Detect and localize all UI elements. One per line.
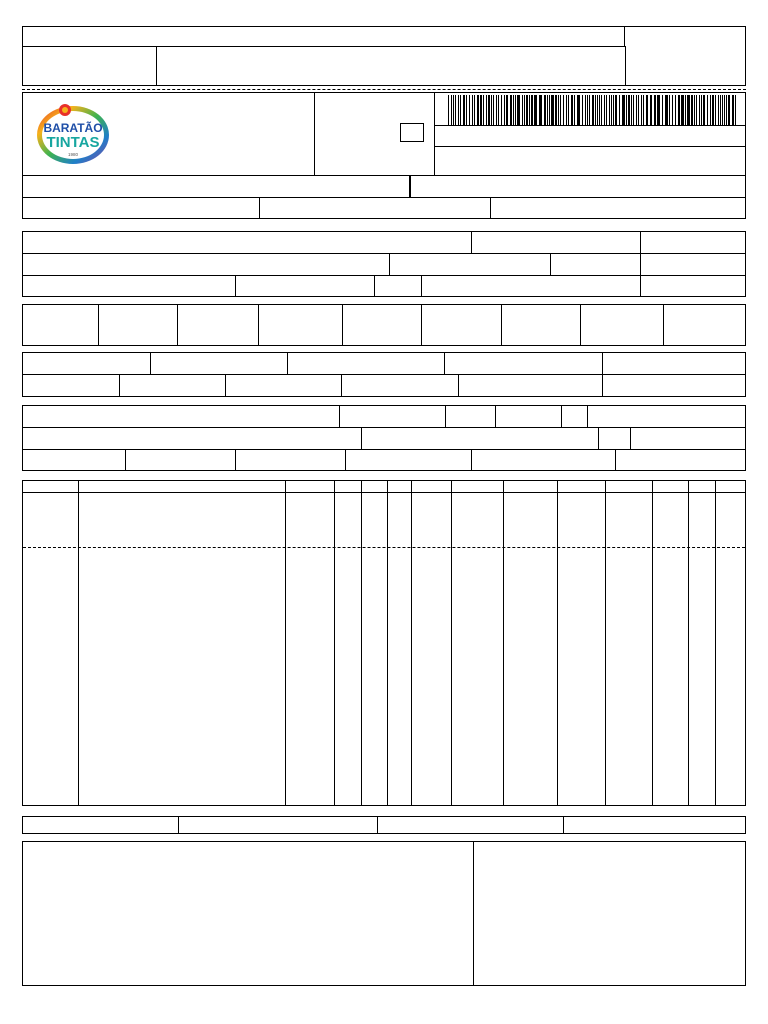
- barcode-bar: [587, 95, 588, 125]
- barcode-bar: [547, 95, 548, 125]
- antt-code-field: [445, 406, 496, 427]
- barcode-bar: [726, 95, 727, 125]
- col-cst: [334, 481, 362, 805]
- col-ncm: [285, 481, 335, 805]
- receipt-number-field: [625, 27, 747, 87]
- barcode-bar: [599, 95, 600, 125]
- icms-base-field: [23, 353, 151, 374]
- barcode-bar: [654, 95, 656, 125]
- barcode-bar: [577, 95, 580, 125]
- barcode-bar: [609, 95, 610, 125]
- recipient-district-field: [389, 253, 551, 275]
- barcode-bar: [638, 95, 639, 125]
- emitter-block: [23, 93, 315, 175]
- barcode-bar: [448, 95, 449, 125]
- barcode-bar: [522, 95, 523, 125]
- products-table: [22, 480, 746, 806]
- issqn-block: [22, 816, 746, 834]
- barcode-bar: [451, 95, 452, 125]
- barcode-bar: [463, 95, 465, 125]
- barcode-bar: [529, 95, 530, 125]
- invoice-block: [22, 304, 746, 346]
- receipt-stub: [22, 26, 746, 86]
- volume-quantity-field: [23, 449, 126, 471]
- vehicle-plate-field: [495, 406, 562, 427]
- carrier-state-field: [598, 427, 631, 449]
- products-row-separator: [23, 547, 745, 548]
- volume-species-field: [125, 449, 236, 471]
- barcode-bar: [493, 95, 494, 125]
- operation-nature-field: [23, 176, 411, 197]
- barcode-bar: [681, 95, 684, 125]
- barcode-bar: [696, 95, 697, 125]
- col-unit-price: [451, 481, 504, 805]
- state-registration-row: [22, 197, 746, 219]
- logo-line1: BARATÃO: [43, 121, 103, 135]
- barcode-bars: [448, 95, 736, 125]
- col-unit: [387, 481, 412, 805]
- barcode-bar: [694, 95, 695, 125]
- barcode-bar: [678, 95, 680, 125]
- barcode-bar: [458, 95, 459, 125]
- col-description: [78, 481, 286, 805]
- barcode-bar: [491, 95, 492, 125]
- col-quantity: [411, 481, 452, 805]
- entry-exit-box: [400, 123, 424, 142]
- carrier-name-field: [23, 406, 340, 427]
- volume-number-field: [345, 449, 472, 471]
- barcode-bar: [728, 95, 730, 125]
- services-total-field: [178, 817, 378, 833]
- company-logo: [35, 101, 115, 165]
- barcode-bar: [515, 95, 516, 125]
- issqn-base-field: [377, 817, 564, 833]
- barcode-bar: [710, 95, 711, 125]
- barcode-bar: [539, 95, 542, 125]
- discount-field: [225, 374, 342, 396]
- barcode-bar: [585, 95, 586, 125]
- barcode-bar: [568, 95, 569, 125]
- recipient-city-field: [23, 275, 236, 297]
- barcode-bar: [597, 95, 598, 125]
- barcode-bar: [560, 95, 561, 125]
- carrier-city-field: [361, 427, 599, 449]
- barcode-bar: [691, 95, 693, 125]
- barcode-bar: [643, 95, 644, 125]
- state-registration-st-field: [259, 198, 491, 218]
- tax-authority-field: [473, 842, 745, 985]
- barcode-bar: [675, 95, 676, 125]
- barcode-bar: [531, 95, 533, 125]
- barcode-bar: [606, 95, 607, 125]
- header-block: [22, 92, 746, 176]
- col-icms-rate: [688, 481, 716, 805]
- barcode-bar: [544, 95, 546, 125]
- ipi-value-field: [458, 374, 603, 396]
- recipient-ie-field: [421, 275, 641, 297]
- barcode-bar: [646, 95, 648, 125]
- barcode-bar: [506, 95, 508, 125]
- col-icms-base: [557, 481, 606, 805]
- recipient-state-field: [374, 275, 422, 297]
- carrier-block: [22, 405, 746, 471]
- recipient-block: [22, 231, 746, 297]
- barcode-bar: [483, 95, 484, 125]
- barcode-bar: [718, 95, 719, 125]
- insurance-value-field: [119, 374, 226, 396]
- logo-line2: TINTAS: [46, 134, 100, 151]
- barcode-bar: [650, 95, 652, 125]
- barcode-bar: [604, 95, 605, 125]
- barcode-bar: [631, 95, 632, 125]
- barcode-bar: [665, 95, 668, 125]
- barcode-bar: [455, 95, 456, 125]
- col-cfop: [361, 481, 388, 805]
- barcode-bar: [510, 95, 512, 125]
- barcode-bar: [589, 95, 590, 125]
- barcode-bar: [641, 95, 642, 125]
- barcode-bar: [626, 95, 627, 125]
- barcode-bar: [703, 95, 705, 125]
- barcode-bar: [472, 95, 473, 125]
- barcode-bar: [657, 95, 660, 125]
- barcode-block: [434, 93, 746, 175]
- col-ipi-value: [652, 481, 689, 805]
- col-icms-value: [605, 481, 653, 805]
- receipt-stub-top-row: [23, 27, 625, 47]
- barcode-bar: [628, 95, 630, 125]
- barcode-bar: [701, 95, 702, 125]
- barcode-bar: [558, 95, 559, 125]
- barcode-bar: [715, 95, 716, 125]
- barcode-bar: [566, 95, 567, 125]
- barcode-bar: [526, 95, 528, 125]
- gross-weight-field: [471, 449, 616, 471]
- barcode-bar: [498, 95, 499, 125]
- barcode-bar: [633, 95, 634, 125]
- recipient-cnpj-field: [471, 232, 641, 253]
- barcode: [448, 95, 736, 125]
- col-total: [503, 481, 558, 805]
- municipal-registration-field: [23, 817, 179, 833]
- barcode-bar: [571, 95, 573, 125]
- barcode-bar: [480, 95, 482, 125]
- barcode-bar: [460, 95, 461, 125]
- barcode-bar: [466, 95, 467, 125]
- barcode-bar: [622, 95, 625, 125]
- barcode-bar: [534, 95, 537, 125]
- barcode-bar: [595, 95, 596, 125]
- state-registration-field: [23, 198, 260, 218]
- barcode-bar: [669, 95, 670, 125]
- barcode-bar: [735, 95, 736, 125]
- access-key-row: [434, 125, 746, 147]
- barcode-bar: [524, 95, 525, 125]
- barcode-bar: [720, 95, 721, 125]
- tax-calculation-block: [22, 352, 746, 397]
- complementary-info-field: [23, 842, 474, 985]
- barcode-bar: [615, 95, 617, 125]
- barcode-bar: [453, 95, 454, 125]
- recipient-name-field: [23, 232, 472, 253]
- barcode-bar: [722, 95, 723, 125]
- receipt-signature-field: [156, 46, 626, 86]
- freight-value-field: [23, 374, 120, 396]
- barcode-bar: [488, 95, 490, 125]
- barcode-bar: [486, 95, 487, 125]
- barcode-bar: [469, 95, 470, 125]
- barcode-bar: [636, 95, 637, 125]
- barcode-bar: [707, 95, 708, 125]
- recipient-zip-field: [550, 253, 641, 275]
- barcode-bar: [574, 95, 575, 125]
- barcode-bar: [672, 95, 673, 125]
- barcode-bar: [555, 95, 557, 125]
- barcode-bar: [724, 95, 725, 125]
- recipient-address-field: [23, 253, 390, 275]
- barcode-bar: [712, 95, 714, 125]
- plate-state-field: [561, 406, 588, 427]
- barcode-bar: [582, 95, 583, 125]
- barcode-bar: [563, 95, 564, 125]
- barcode-bar: [613, 95, 614, 125]
- barcode-bar: [601, 95, 602, 125]
- freight-mode-field: [339, 406, 446, 427]
- barcode-bar: [504, 95, 505, 125]
- barcode-bar: [517, 95, 520, 125]
- danfe-block: [314, 93, 435, 175]
- barcode-bar: [662, 95, 663, 125]
- barcode-bar: [496, 95, 497, 125]
- barcode-bar: [551, 95, 554, 125]
- recipient-phone-field: [235, 275, 375, 297]
- barcode-bar: [549, 95, 550, 125]
- volume-brand-field: [235, 449, 346, 471]
- additional-data-block: [22, 841, 746, 986]
- barcode-bar: [687, 95, 690, 125]
- barcode-bar: [513, 95, 514, 125]
- icms-st-value-field: [444, 353, 603, 374]
- receipt-date-field: [23, 46, 157, 86]
- other-expenses-field: [341, 374, 459, 396]
- barcode-bar: [501, 95, 502, 125]
- barcode-bar: [619, 95, 620, 125]
- barcode-bar: [732, 95, 734, 125]
- barcode-bar: [477, 95, 479, 125]
- barcode-bar: [592, 95, 594, 125]
- cut-line: [22, 89, 746, 90]
- barcode-bar: [699, 95, 700, 125]
- operation-nature-row: [22, 175, 746, 198]
- logo-year: 1980: [67, 152, 79, 157]
- icms-st-base-field: [287, 353, 445, 374]
- barcode-bar: [611, 95, 612, 125]
- icms-value-field: [150, 353, 288, 374]
- col-code: [23, 481, 79, 805]
- carrier-address-field: [23, 427, 362, 449]
- barcode-bar: [474, 95, 475, 125]
- barcode-bar: [685, 95, 686, 125]
